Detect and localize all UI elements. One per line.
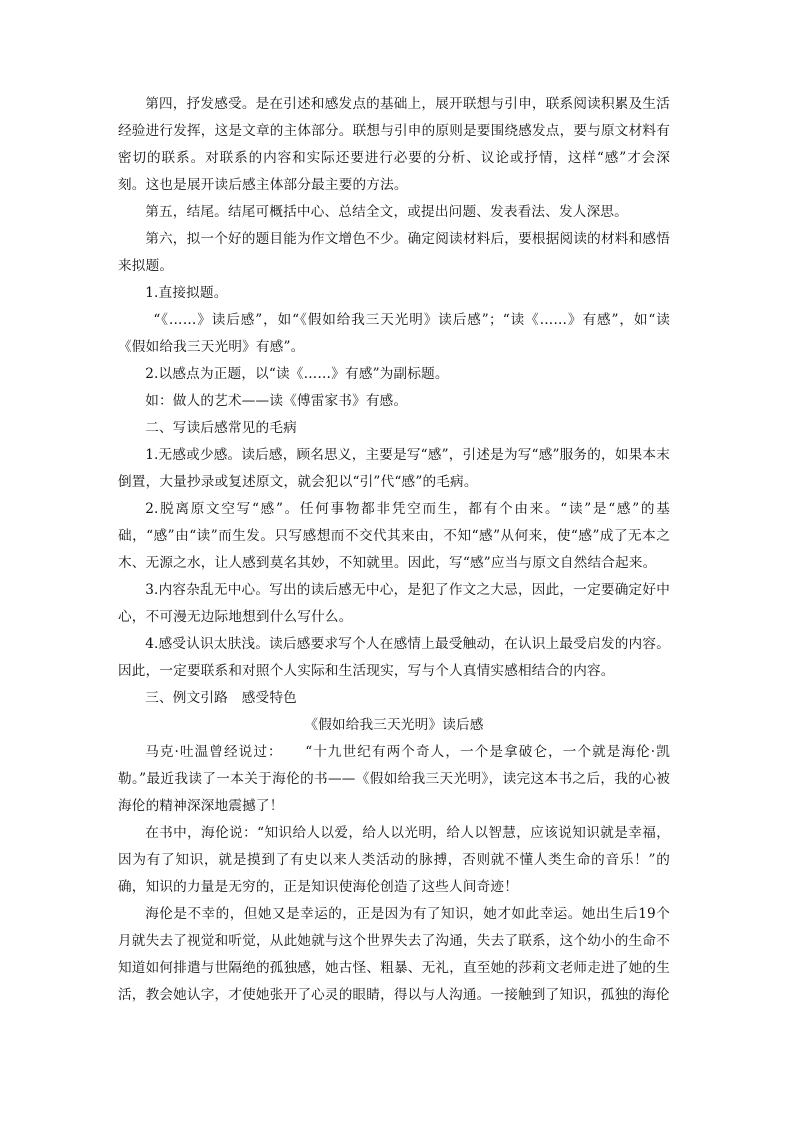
example-essay-title: 《假如给我三天光明》读后感 [304, 717, 484, 733]
paragraph-step-five: 第五，结尾。结尾可概括中心、总结全文，或提出问题、发表看法、发人深思。 [145, 204, 628, 220]
paragraph-title-examples: “《……》读后感”，如“《假如给我三天光明》读后感”；“读《……》有感”，如“读《假如给我三天光明》有感”。 [118, 312, 670, 355]
paragraph-step-four: 第四，抒发感受。是在引述和感发点的基础上，展开联想与引申，联系阅读积累及生活经验进行发挥，这是文章的主体部分。联想与引申的原则是要围绕感发点，要与原文材料有密切的联系。对联系的内容和实际还要进行必要的分析、议论或抒情，这样“感”才会深刻。这也是展开读后感主体部分最主要的方法。 [118, 96, 670, 193]
paragraph-problem-4: 4.感受认识太肤浅。读后感要求写个人在感情上最受触动，在认识上最受启发的内容。因此，一定要联系和对照个人实际和生活现实，写与个人真情实感相结合的内容。 [118, 636, 670, 679]
essay-paragraph-3: 海伦是不幸的，但她又是幸运的，正是因为有了知识，她才如此幸运。她出生后19个月就失去了视觉和听觉，从此她就与这个世界失去了沟通，失去了联系，这个幼小的生命不知道如何排遣与世隔绝的孤独感，她古怪、粗暴、无礼，直至她的莎莉文老师走进了她的生活，教会她认字，才使她张开了心灵的眼睛，得以与人沟通。一接触到了知识，孤独的海伦 [118, 906, 670, 1003]
section-heading-example: 三、例文引路 感受特色 [145, 690, 297, 706]
paragraph-direct-title: 1.直接拟题。 [145, 285, 228, 301]
paragraph-subtitle-example: 如：做人的艺术——读《傅雷家书》有感。 [145, 393, 408, 409]
paragraph-problem-3: 3.内容杂乱无中心。写出的读后感无中心，是犯了作文之大忌，因此，一定要确定好中心，不可漫无边际地想到什么写什么。 [118, 582, 670, 625]
paragraph-problem-1: 1.无感或少感。读后感，顾名思义，主要是写“感”，引述是为写“感”服务的，如果本末倒置，大量抄录或复述原文，就会犯以“引”代“感”的毛病。 [118, 447, 670, 490]
essay-paragraph-2: 在书中，海伦说：“知识给人以爱，给人以光明，给人以智慧，应该说知识就是幸福，因为有了知识，就是摸到了有史以来人类活动的脉搏，否则就不懂人类生命的音乐！”的确，知识的力量是无穷的，正是知识使海伦创造了这些人间奇迹！ [118, 825, 670, 895]
section-heading-common-problems: 二、写读后感常见的毛病 [145, 420, 297, 436]
paragraph-problem-2: 2.脱离原文空写“感”。任何事物都非凭空而生，都有个由来。“读”是“感”的基础，“感”由“读”而生发。只写感想而不交代其来由，不知“感”从何来，使“感”成了无本之木、无源之水，让人感到莫名其妙，不知就里。因此，写“感”应当与原文自然结合起来。 [118, 501, 670, 571]
paragraph-subtitle-method: 2.以感点为正题，以“读《……》有感”为副标题。 [145, 366, 449, 382]
essay-paragraph-1: 马克·吐温曾经说过： “十九世纪有两个奇人，一个是拿破仑，一个就是海伦·凯勒。”最近我读了一本关于海伦的书——《假如给我三天光明》，读完这本书之后，我的心被海伦的精神深深地震撼了！ [118, 744, 670, 814]
document-page [118, 91, 670, 1009]
paragraph-step-six: 第六，拟一个好的题目能为作文增色不少。确定阅读材料后，要根据阅读的材料和感悟来拟题。 [118, 231, 670, 274]
